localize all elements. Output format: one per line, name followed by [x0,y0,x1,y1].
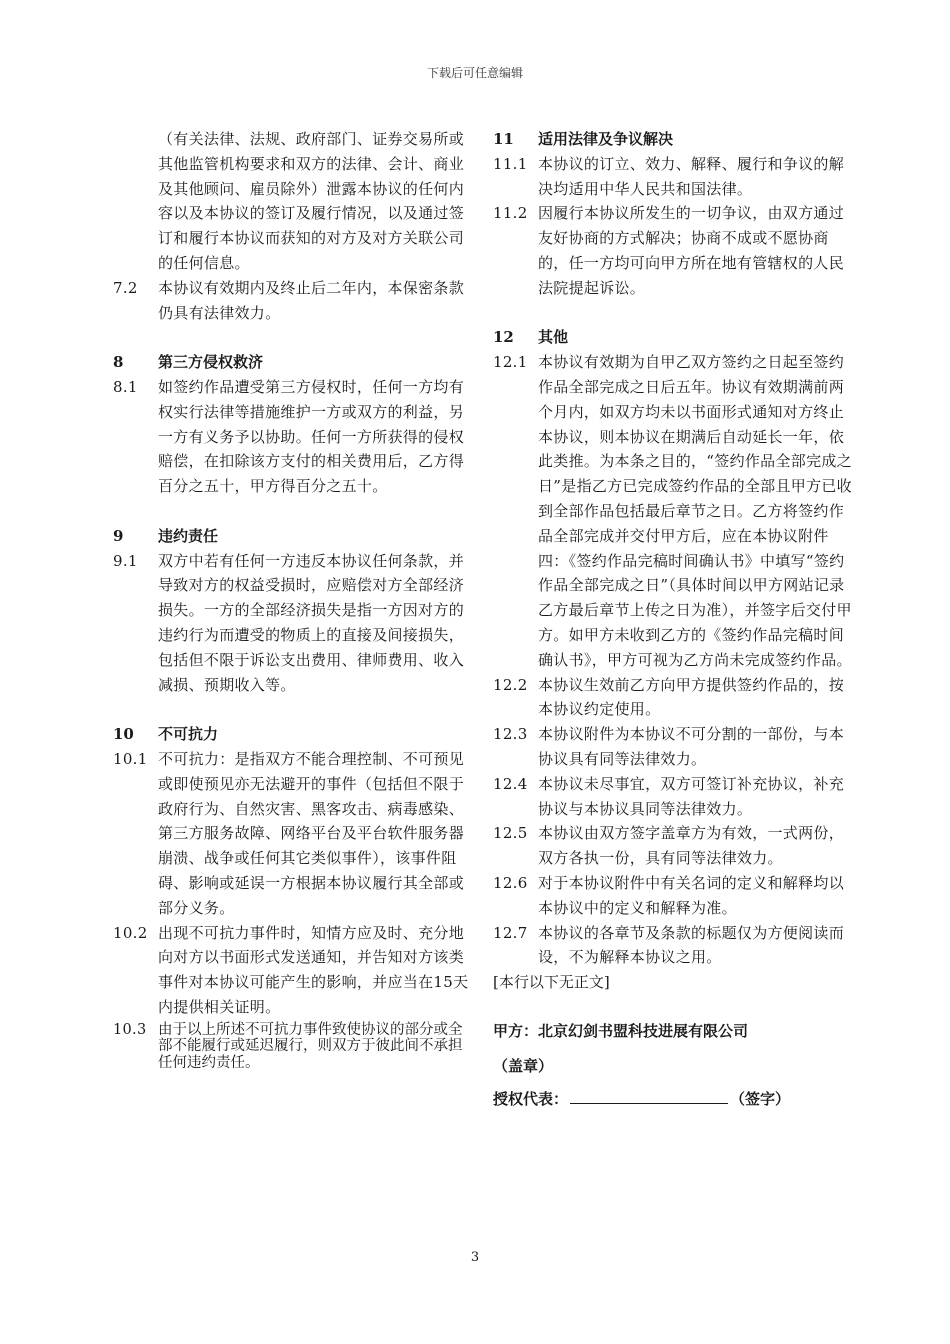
section-number: 11 [493,130,514,148]
clause-text: 本协议有效期内及终止后二年内，本保密条款仍具有法律效力。 [158,278,465,322]
section-12-heading [493,325,855,350]
clause-text: 本协议附件为本协议不可分割的一部份，与本协议具有同等法律效力。 [538,725,845,768]
authorized-rep-row [493,1089,855,1109]
seal-label: （盖章） [493,1056,554,1075]
clause-12-3 [493,722,855,772]
clause-text: 出现不可抗力事件时，知情方应及时、充分地向对方以书面形式发送通知，并告知对方该类事件对本协议可能产生的影响，并应当在15天内提供相关证明。 [158,923,469,1016]
signature-line[interactable] [570,1089,728,1104]
clause-10-2 [113,921,475,1020]
section-9-heading [113,524,475,549]
authorized-rep-label: 授权代表： [493,1089,569,1108]
clause-text: 对于本协议附件中有关名词的定义和解释均以本协议中的定义和解释为准。 [538,873,845,917]
clause-10-1 [113,747,475,921]
clause-text: 由于以上所述不可抗力事件致使协议的部分或全部不能履行或延迟履行，则双方于彼此间不承担任何违约责任。 [158,1021,463,1071]
clause-number: 12.7 [493,923,528,942]
section-title: 适用法律及争议解决 [538,130,674,148]
section-number: 10 [113,725,134,744]
clause-text: 本协议的订立、效力、解释、履行和争议的解决均适用中华人民共和国法律。 [538,154,845,198]
section-title: 不可抗力 [158,725,219,744]
signature-label: （签字） [730,1089,791,1108]
clause-12-6 [493,871,855,921]
clause-text: 双方中若有任何一方违反本协议任何条款，并导致对方的权益受损时，应赔偿对方全部经济损失。一方的全部经济损失是指一方因对方的违约行为而遭受的物质上的直接及间接损失，包括但不限于诉讼支出费用、律师费用、收入减损、预期收入等。 [158,551,465,694]
right-column [493,127,855,1109]
clause-7-1-continued [113,127,475,276]
clause-12-5 [493,821,855,871]
section-number: 12 [493,328,514,347]
section-title: 其他 [538,328,569,347]
clause-text: 本协议的各章节及条款的标题仅为方便阅读而设，不为解释本协议之用。 [538,923,845,967]
party-a-name: 甲方：北京幻剑书盟科技进展有限公司 [493,1021,749,1040]
clause-number: 10.3 [113,1021,147,1038]
clause-number: 12.4 [493,774,528,793]
left-column [113,127,475,1071]
clause-12-2 [493,673,855,723]
section-8-heading [113,350,475,375]
clause-number: 11.1 [493,154,528,173]
section-title: 违约责任 [158,526,219,545]
clause-text: 不可抗力：是指双方不能合理控制、不可预见或即使预见亦无法避开的事件（包括但不限于政府行为、自然灾害、黑客攻击、病毒感染、第三方服务故障、网络平台及平台软件服务器崩溃、战争或任何其它类似事件），该事件阻碍、影响或延误一方根据本协议履行其全部或部分义务。 [158,749,465,917]
clause-text: 本协议未尽事宜，双方可签订补充协议，补充协议与本协议具同等法律效力。 [538,774,845,818]
clause-number: 12.3 [493,725,528,744]
clause-8-1 [113,375,475,499]
clause-number: 12.2 [493,675,528,694]
section-10-heading [113,722,475,747]
clause-11-1 [493,152,855,202]
end-of-text-note: [本行以下无正文] [493,973,610,992]
section-number: 8 [113,353,124,372]
clause-number: 10.1 [113,749,148,768]
clause-number: 12.6 [493,873,528,892]
clause-number: 11.2 [493,204,528,223]
section-number: 9 [113,526,124,545]
clause-text: （有关法律、法规、政府部门、证券交易所或其他监管机构要求和双方的法律、会计、商业及其他顾问、雇员除外）泄露本协议的任何内容以及本协议的签订及履行情况，以及通过签订和履行本协议而获知的对方及对方关联公司的任何信息。 [158,130,465,272]
clause-9-1 [113,549,475,698]
clause-text: 如签约作品遭受第三方侵权时，任何一方均有权实行法律等措施维护一方或双方的利益，另一方有义务予以协助。任何一方所获得的侵权赔偿，在扣除该方支付的相关费用后，乙方得百分之五十，甲方得百分之五十。 [158,377,465,496]
section-title: 第三方侵权救济 [158,353,264,372]
clause-12-1 [493,350,855,672]
clause-number: 12.1 [493,353,528,372]
clause-text: 本协议由双方签字盖章方为有效，一式两份，双方各执一份，具有同等法律效力。 [538,824,845,868]
page-number: 3 [470,1250,480,1265]
clause-10-3 [113,1022,475,1072]
clause-number: 9.1 [113,551,138,570]
clause-12-7 [493,921,855,971]
clause-number: 8.1 [113,377,138,396]
clause-number: 12.5 [493,824,528,843]
clause-number: 7.2 [113,278,138,297]
clause-text: 因履行本协议所发生的一切争议，由双方通过友好协商的方式解决；协商不成或不愿协商的，任一方均可向甲方所在地有管辖权的人民法院提起诉讼。 [538,204,845,297]
section-11-heading [493,127,855,152]
page-header: 下载后可任意编辑 [426,66,523,80]
clause-text: 本协议有效期为自甲乙双方签约之日起至签约作品全部完成之日后五年。协议有效期满前两个月内，如双方均未以书面形式通知对方终止本协议，则本协议在期满后自动延长一年，依此类推。为本条之目的，“签约作品全部完成之日”是指乙方已完成签约作品的全部且甲方已收到全部作品包括最后章节之日。乙方将签约作品全部完成并交付甲方后，应在本协议附件四：《签约作品完稿时间确认书》中填写“签约作品全部完成之日”（具体时间以甲方网站记录乙方最后章节上传之日为准），并签字后交付甲方。如甲方未收到乙方的《签约作品完稿时间确认书》，甲方可视为乙方尚未完成签约作品。 [538,353,852,669]
clause-7-2 [113,276,475,326]
clause-11-2 [493,201,855,300]
clause-12-4 [493,772,855,822]
clause-text: 本协议生效前乙方向甲方提供签约作品的，按本协议约定使用。 [538,675,845,719]
clause-number: 10.2 [113,923,148,942]
